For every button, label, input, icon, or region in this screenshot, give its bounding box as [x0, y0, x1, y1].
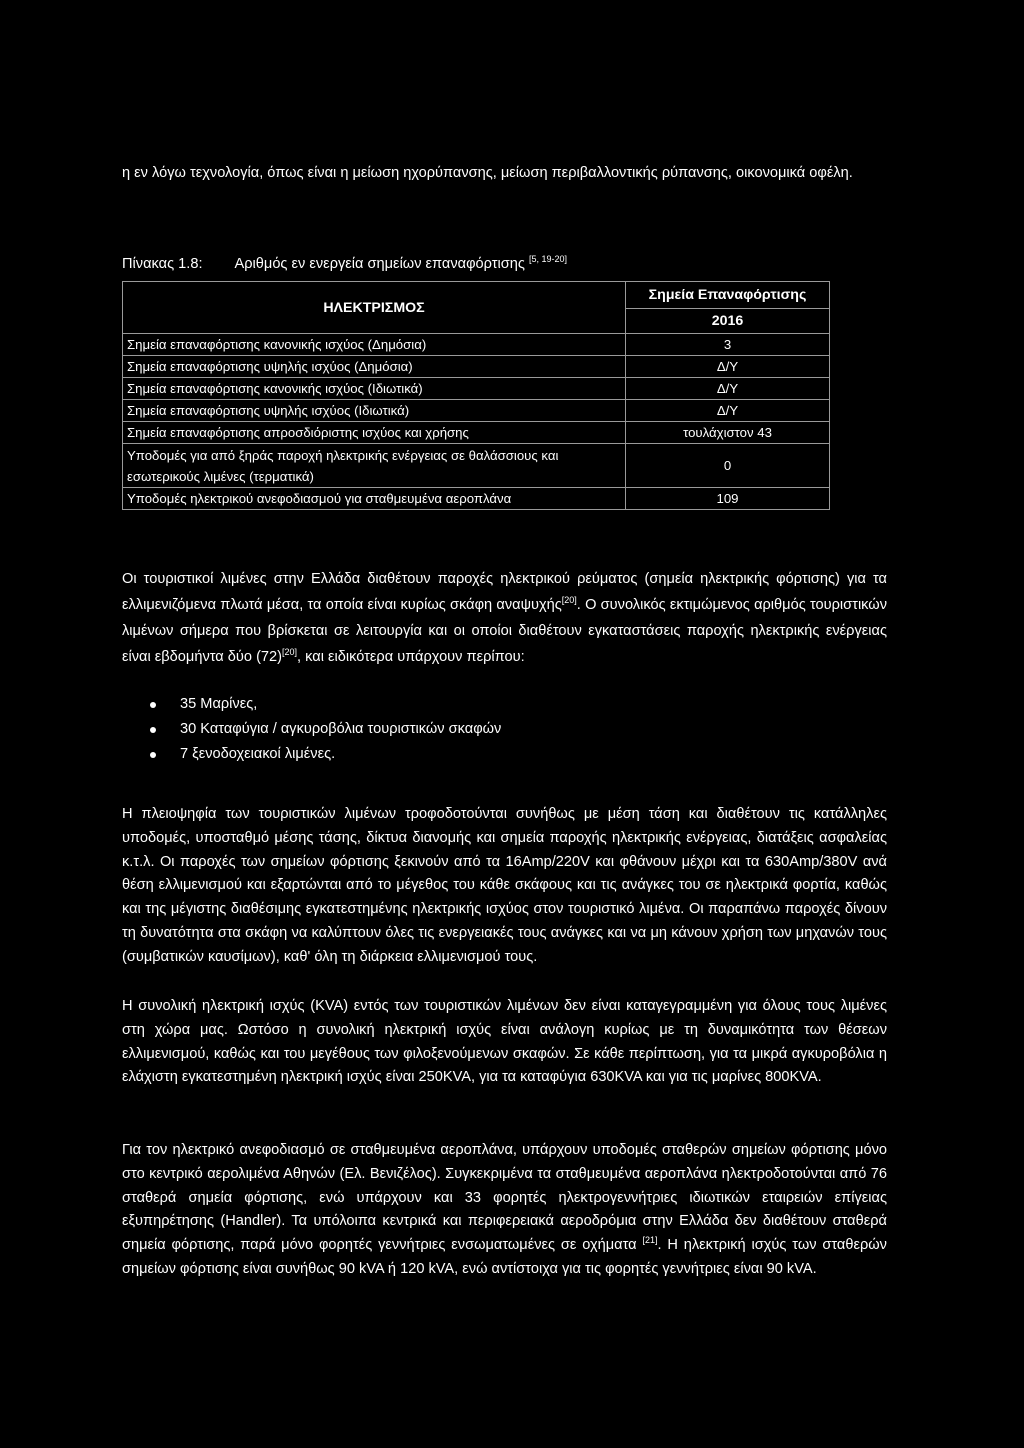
table-header-year: 2016	[626, 309, 830, 334]
table-row	[123, 422, 830, 444]
paragraph-medium-voltage: Η πλειοψηφία των τουριστικών λιμένων τροφοδοτούνται συνήθως με μέση τάση και διαθέτουν τις κατάλληλες υποδομές, υποσταθμό μέσης τάσης, δίκτυα διανομής και σημεία παροχής ηλεκτρικής ενέργειας, διατάξεις ασφαλείας κ.τ.λ. Οι παροχές των σημείων φόρτισης ξεκινούν από τα 16Amp/220V και φθάνουν μέχρι και τα 630Amp/380V ανά θέση ελλιμενισμού και εξαρτώνται από το μέγεθος του κάθε σκάφους και τις ανάγκες του σε ηλεκτρικά φορτία, καθώς και της μέγιστης διαθέσιμης εγκατεστημένης ηλεκτρικής ισχύος στον τουριστικό λιμένα. Οι παραπάνω παροχές δίνουν τη δυνατότητα στα σκάφη να καλύπτουν όλες τις ενεργειακές τους ανάγκες και να μη κάνουν χρήση των μηχανών τους (συμβατικών καυσίμων), καθ' όλη τη διάρκεια ελλιμενισμού τους.	[122, 806, 887, 965]
table-row-label: Σημεία επαναφόρτισης υψηλής ισχύος (Δημόσια)	[123, 356, 626, 378]
list-item-text: 30 Καταφύγια / αγκυροβόλια τουριστικών σκαφών	[180, 721, 502, 737]
table-caption-label: Πίνακας 1.8:	[122, 256, 203, 272]
table-row-label: Σημεία επαναφόρτισης υψηλής ισχύος (Ιδιωτικά)	[123, 400, 626, 422]
list-item	[150, 742, 501, 767]
table-caption-reference: [5, 19-20]	[529, 254, 568, 264]
paragraph-text: , και ειδικότερα υπάρχουν περίπου:	[297, 649, 525, 665]
table-row	[123, 400, 830, 422]
table-row-label: Σημεία επαναφόρτισης κανονικής ισχύος (Δημόσια)	[123, 334, 626, 356]
table-row-value: τουλάχιστον 43	[626, 422, 830, 444]
bullet-icon	[150, 702, 156, 708]
list-item-text: 7 ξενοδοχειακοί λιμένες.	[180, 746, 336, 762]
list-item	[150, 692, 501, 717]
paragraph-tourist-ports	[122, 566, 887, 670]
table-row-value: Δ/Υ	[626, 356, 830, 378]
port-types-list	[150, 692, 501, 767]
paragraph-airports	[122, 1139, 887, 1282]
table-row	[123, 378, 830, 400]
table-row	[123, 356, 830, 378]
table-row	[123, 334, 830, 356]
table-row-value: Δ/Υ	[626, 378, 830, 400]
list-item-text: 35 Μαρίνες,	[180, 696, 258, 712]
paragraph-total-power: Η συνολική ηλεκτρική ισχύς (KVA) εντός των τουριστικών λιμένων δεν είναι καταγεγραμμένη για όλους τους λιμένες στη χώρα μας. Ωστόσο η συνολική ηλεκτρική ισχύς είναι ανάλογη κυρίως με τη δυναμικότητα των θέσεων ελλιμενισμού, καθώς και του μεγέθους των φιλοξενούμενων σκαφών. Σε κάθε περίπτωση, για τα μικρά αγκυροβόλια η ελάχιστη εγκατεστημένη ηλεκτρική ισχύς είναι 250KVA, για τα καταφύγια 630KVA και για τις μαρίνες 800KVA.	[122, 998, 887, 1086]
table-row-value: 3	[626, 334, 830, 356]
bullet-icon	[150, 752, 156, 758]
table-row-value: Δ/Υ	[626, 400, 830, 422]
paragraph-text: . Ο συνολικός εκτιμώμενος αριθμός τουριστικών λιμένων σήμερα που βρίσκεται σε λειτουργία και οι οποίοι διαθέτουν εγκαταστάσεις παροχής ηλεκτρικής ενέργειας είναι εβδομήντα δύο (72)	[122, 597, 887, 665]
table-row-label: Υποδομές ηλεκτρικού ανεφοδιασμού για σταθμευμένα αεροπλάνα	[123, 488, 626, 510]
charging-points-table	[122, 281, 830, 510]
table-header-charging-points: Σημεία Επαναφόρτισης	[626, 282, 830, 309]
list-item	[150, 717, 501, 742]
table-row-label: Σημεία επαναφόρτισης απροσδιόριστης ισχύος και χρήσης	[123, 422, 626, 444]
table-caption-title: Αριθμός εν ενεργεία σημείων επαναφόρτισης	[234, 256, 525, 272]
paragraph-text: . Η ηλεκτρική ισχύς των σταθερών σημείων φόρτισης είναι συνήθως 90 kVA ή 120 kVA, ενώ αντίστοιχα για τις φορητές γεννήτριες είναι 90 kVA.	[122, 1237, 887, 1277]
reference-mark: [20]	[561, 595, 577, 605]
reference-mark: [20]	[282, 647, 298, 657]
table-row-value: 0	[626, 444, 830, 488]
paragraph-text: Για τον ηλεκτρικό ανεφοδιασμό σε σταθμευμένα αεροπλάνα, υπάρχουν υποδομές σταθερών σημείων φόρτισης μόνο στο κεντρικό αερολιμένα Αθηνών (Ελ. Βενιζέλος). Συγκεκριμένα τα σταθμευμένα αεροπλάνα ηλεκτροδοτούνται από 76 σταθερά σημεία φόρτισης, ενώ υπάρχουν και 33 φορητές ηλεκτρογεννήτριες ιδιωτικών εταιρειών επίγειας εξυπηρέτησης (Handler). Τα υπόλοιπα κεντρικά και περιφερειακά αεροδρόμια στην Ελλάδα δεν διαθέτουν σταθερά σημεία φόρτισης, παρά μόνο φορητές γεννήτριες ενσωματωμένες σε οχήματα	[122, 1142, 887, 1254]
table-row	[123, 444, 830, 488]
table-row	[123, 488, 830, 510]
table-header-electricity: ΗΛΕΚΤΡΙΣΜΟΣ	[123, 282, 626, 334]
paragraph-text: Οι τουριστικοί λιμένες στην Ελλάδα διαθέτουν παροχές ηλεκτρικού ρεύματος (σημεία ηλεκτρικής φόρτισης) για τα ελλιμενιζόμενα πλωτά μέσα, τα οποία είναι κυρίως σκάφη αναψυχής	[122, 571, 887, 613]
bullet-icon	[150, 727, 156, 733]
table-row-value: 109	[626, 488, 830, 510]
intro-paragraph: η εν λόγω τεχνολογία, όπως είναι η μείωση ηχορύπανσης, μείωση περιβαλλοντικής ρύπανσης, οικονομικά οφέλη.	[122, 165, 853, 181]
reference-mark: [21]	[642, 1235, 658, 1246]
table-row-label: Σημεία επαναφόρτισης κανονικής ισχύος (Ιδιωτικά)	[123, 378, 626, 400]
table-row-label: Υποδομές για από ξηράς παροχή ηλεκτρικής ενέργειας σε θαλάσσιους και εσωτερικούς λιμένες (τερματικά)	[123, 444, 626, 488]
table-caption	[122, 252, 567, 276]
